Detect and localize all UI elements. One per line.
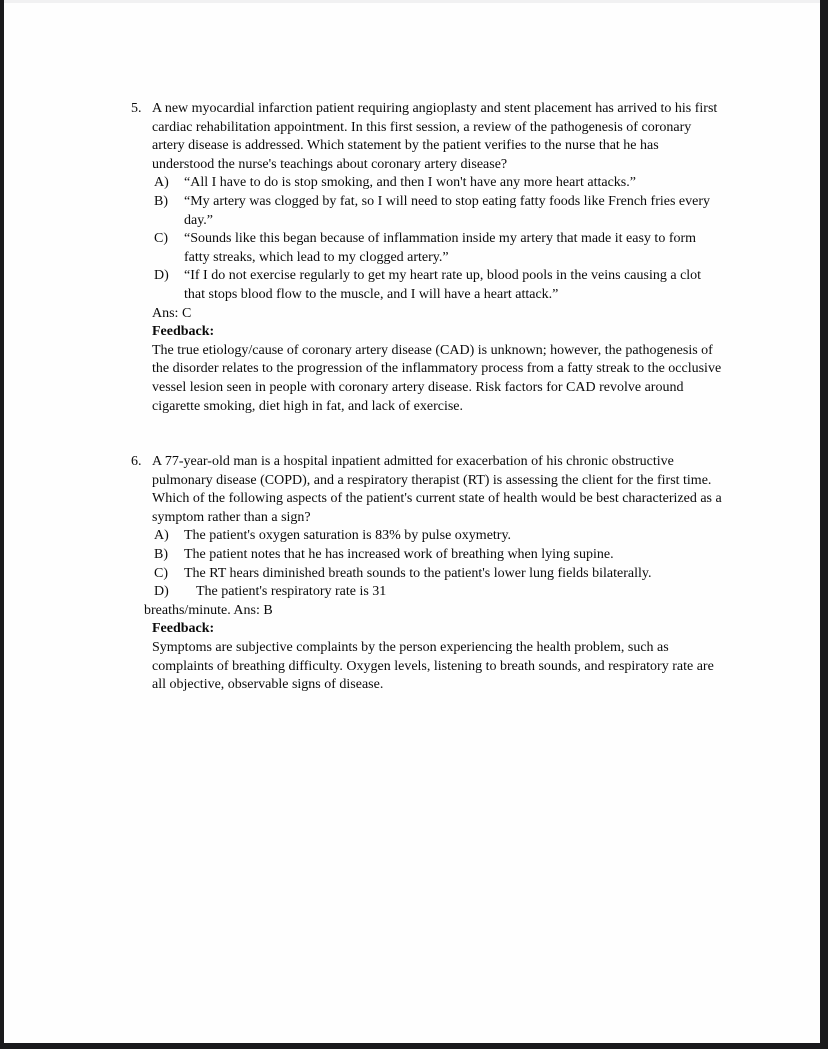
option-text: “If I do not exercise regularly to get my heart rate up, blood pools in the veins causing a clot that stops blood flow to the muscle, and I will have a heart attack.” — [184, 268, 702, 302]
option-text: The RT hears diminished breath sounds to the patient's lower lung fields bilaterally. — [184, 565, 652, 581]
option-letter: C) — [154, 565, 168, 581]
feedback-text: Symptoms are subjective complaints by the person experiencing the health problem, such as complaints of breathing difficulty. Oxygen levels, listening to breath sounds, and respiratory rate are all objective, observable signs of disease. — [152, 640, 714, 693]
option-letter: B) — [154, 193, 168, 209]
continuation-answer-line: breaths/minute. Ans: B — [144, 602, 273, 618]
document-content — [4, 3, 723, 695]
answer-line: Ans: C — [152, 305, 192, 321]
option-letter: D) — [154, 268, 169, 284]
option-text: “Sounds like this began because of inflammation inside my artery that made it easy to form fatty streaks, which lead to my clogged artery.” — [184, 231, 697, 265]
option-text: The patient's oxygen saturation is 83% by pulse oxymetry. — [184, 528, 512, 544]
option-text: “My artery was clogged by fat, so I will need to stop eating fatty foods like French fries every day.” — [184, 193, 711, 228]
question-number: 6. — [131, 454, 142, 470]
question-text: A new myocardial infarction patient requiring angioplasty and stent placement has arrived to his first cardiac rehabilitation appointment. In this first session, a review of the pathogenesis of coronary artery disease is addressed. Which statement by the patient verifies to the nurse that he has understood the nurse's teachings about coronary artery disease? — [152, 101, 718, 172]
option-letter: A) — [154, 528, 169, 544]
feedback-text: The true etiology/cause of coronary artery disease (CAD) is unknown; however, the pathogenesis of the disorder relates to the progression of the inflammatory process from a fatty streak to the occlusive vessel lesion seen in people with coronary artery disease. Risk factors for CAD revolve around cigarette smoking, diet high in fat, and lack of exercise. — [152, 342, 722, 414]
question-paragraph — [131, 453, 723, 527]
option-text: The patient notes that he has increased work of breathing when lying supine. — [184, 547, 614, 563]
question-number: 5. — [131, 101, 142, 116]
question-block-6 — [131, 453, 723, 695]
document-page — [4, 0, 820, 1043]
answer-option-b — [131, 193, 723, 230]
question-text: A 77-year-old man is a hospital inpatient admitted for exacerbation of his chronic obstructive pulmonary disease (COPD), and a respiratory therapist (RT) is assessing the client for the first time. Which of the following aspects of the patient's current state of health would be best characterized as a symptom rather than a sign? — [152, 454, 722, 525]
option-text: “All I have to do is stop smoking, and then I won't have any more heart attacks.” — [184, 175, 636, 191]
option-letter: C) — [154, 231, 168, 247]
question-paragraph — [131, 100, 723, 174]
answer-option-a — [131, 174, 723, 193]
option-letter: A) — [154, 175, 169, 191]
answer-option-c — [131, 565, 723, 584]
feedback-label: Feedback: — [152, 324, 215, 340]
answer-option-d — [131, 267, 723, 304]
option-letter: D) — [154, 584, 169, 600]
answer-option-c — [131, 230, 723, 267]
option-text: The patient's respiratory rate is 31 — [196, 584, 387, 600]
question-block-5 — [131, 100, 723, 416]
option-letter: B) — [154, 547, 168, 563]
answer-option-b — [131, 546, 723, 565]
feedback-label: Feedback: — [152, 621, 215, 637]
answer-option-d — [131, 583, 723, 602]
answer-option-a — [131, 527, 723, 546]
